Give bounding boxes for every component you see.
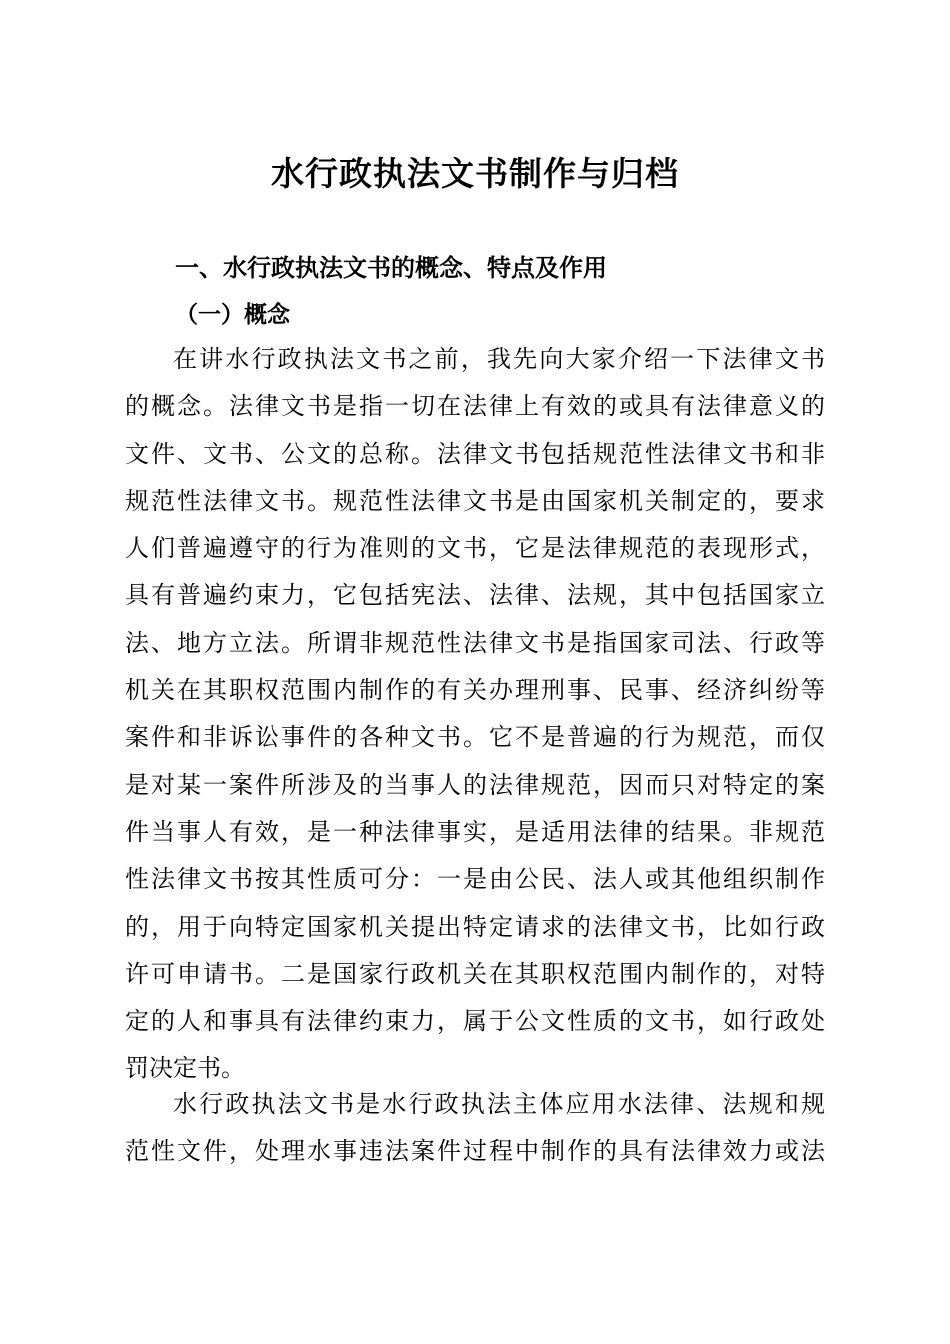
paragraph-1	[125, 336, 825, 1093]
paragraph-line: 案件和非诉讼事件的各种文书。它不是普遍的行为规范，而仅	[125, 723, 825, 752]
paragraph-2	[125, 1081, 825, 1176]
paragraph-line: 的，用于向特定国家机关提出特定请求的法律文书，比如行政	[125, 912, 825, 941]
paragraph-line: 罚决定书。	[125, 1054, 245, 1083]
paragraph-line: 性法律文书按其性质可分：一是由公民、法人或其他组织制作	[125, 865, 825, 894]
section-heading: 一、水行政执法文书的概念、特点及作用	[175, 254, 607, 282]
paragraph-line: 人们普遍遵守的行为准则的文书，它是法律规范的表现形式，	[125, 534, 825, 563]
paragraph-line: 规范性法律文书。规范性法律文书是由国家机关制定的，要求	[125, 486, 825, 515]
subsection-heading: （一）概念	[175, 302, 290, 328]
paragraph-line: 机关在其职权范围内制作的有关办理刑事、民事、经济纠纷等	[125, 676, 825, 705]
paragraph-line: 的概念。法律文书是指一切在法律上有效的或具有法律意义的	[125, 392, 825, 421]
paragraph-line: 文件、文书、公文的总称。法律文书包括规范性法律文书和非	[125, 439, 825, 468]
paragraph-line: 是对某一案件所涉及的当事人的法律规范，因而只对特定的案	[125, 770, 825, 799]
paragraph-line: 范性文件，处理水事违法案件过程中制作的具有法律效力或法	[125, 1137, 825, 1166]
paragraph-line: 许可申请书。二是国家行政机关在其职权范围内制作的，对特	[125, 959, 825, 988]
paragraph-line: 在讲水行政执法文书之前，我先向大家介绍一下法律文书	[173, 345, 825, 373]
paragraph-line: 定的人和事具有法律约束力，属于公文性质的文书，如行政处	[125, 1007, 825, 1036]
paragraph-line: 具有普遍约束力，它包括宪法、法律、法规，其中包括国家立	[125, 581, 825, 610]
paragraph-line: 法、地方立法。所谓非规范性法律文书是指国家司法、行政等	[125, 628, 825, 657]
paragraph-line: 水行政执法文书是水行政执法主体应用水法律、法规和规	[173, 1090, 825, 1118]
document-title: 水行政执法文书制作与归档	[271, 154, 679, 193]
paragraph-line: 件当事人有效，是一种法律事实，是适用法律的结果。非规范	[125, 817, 825, 846]
